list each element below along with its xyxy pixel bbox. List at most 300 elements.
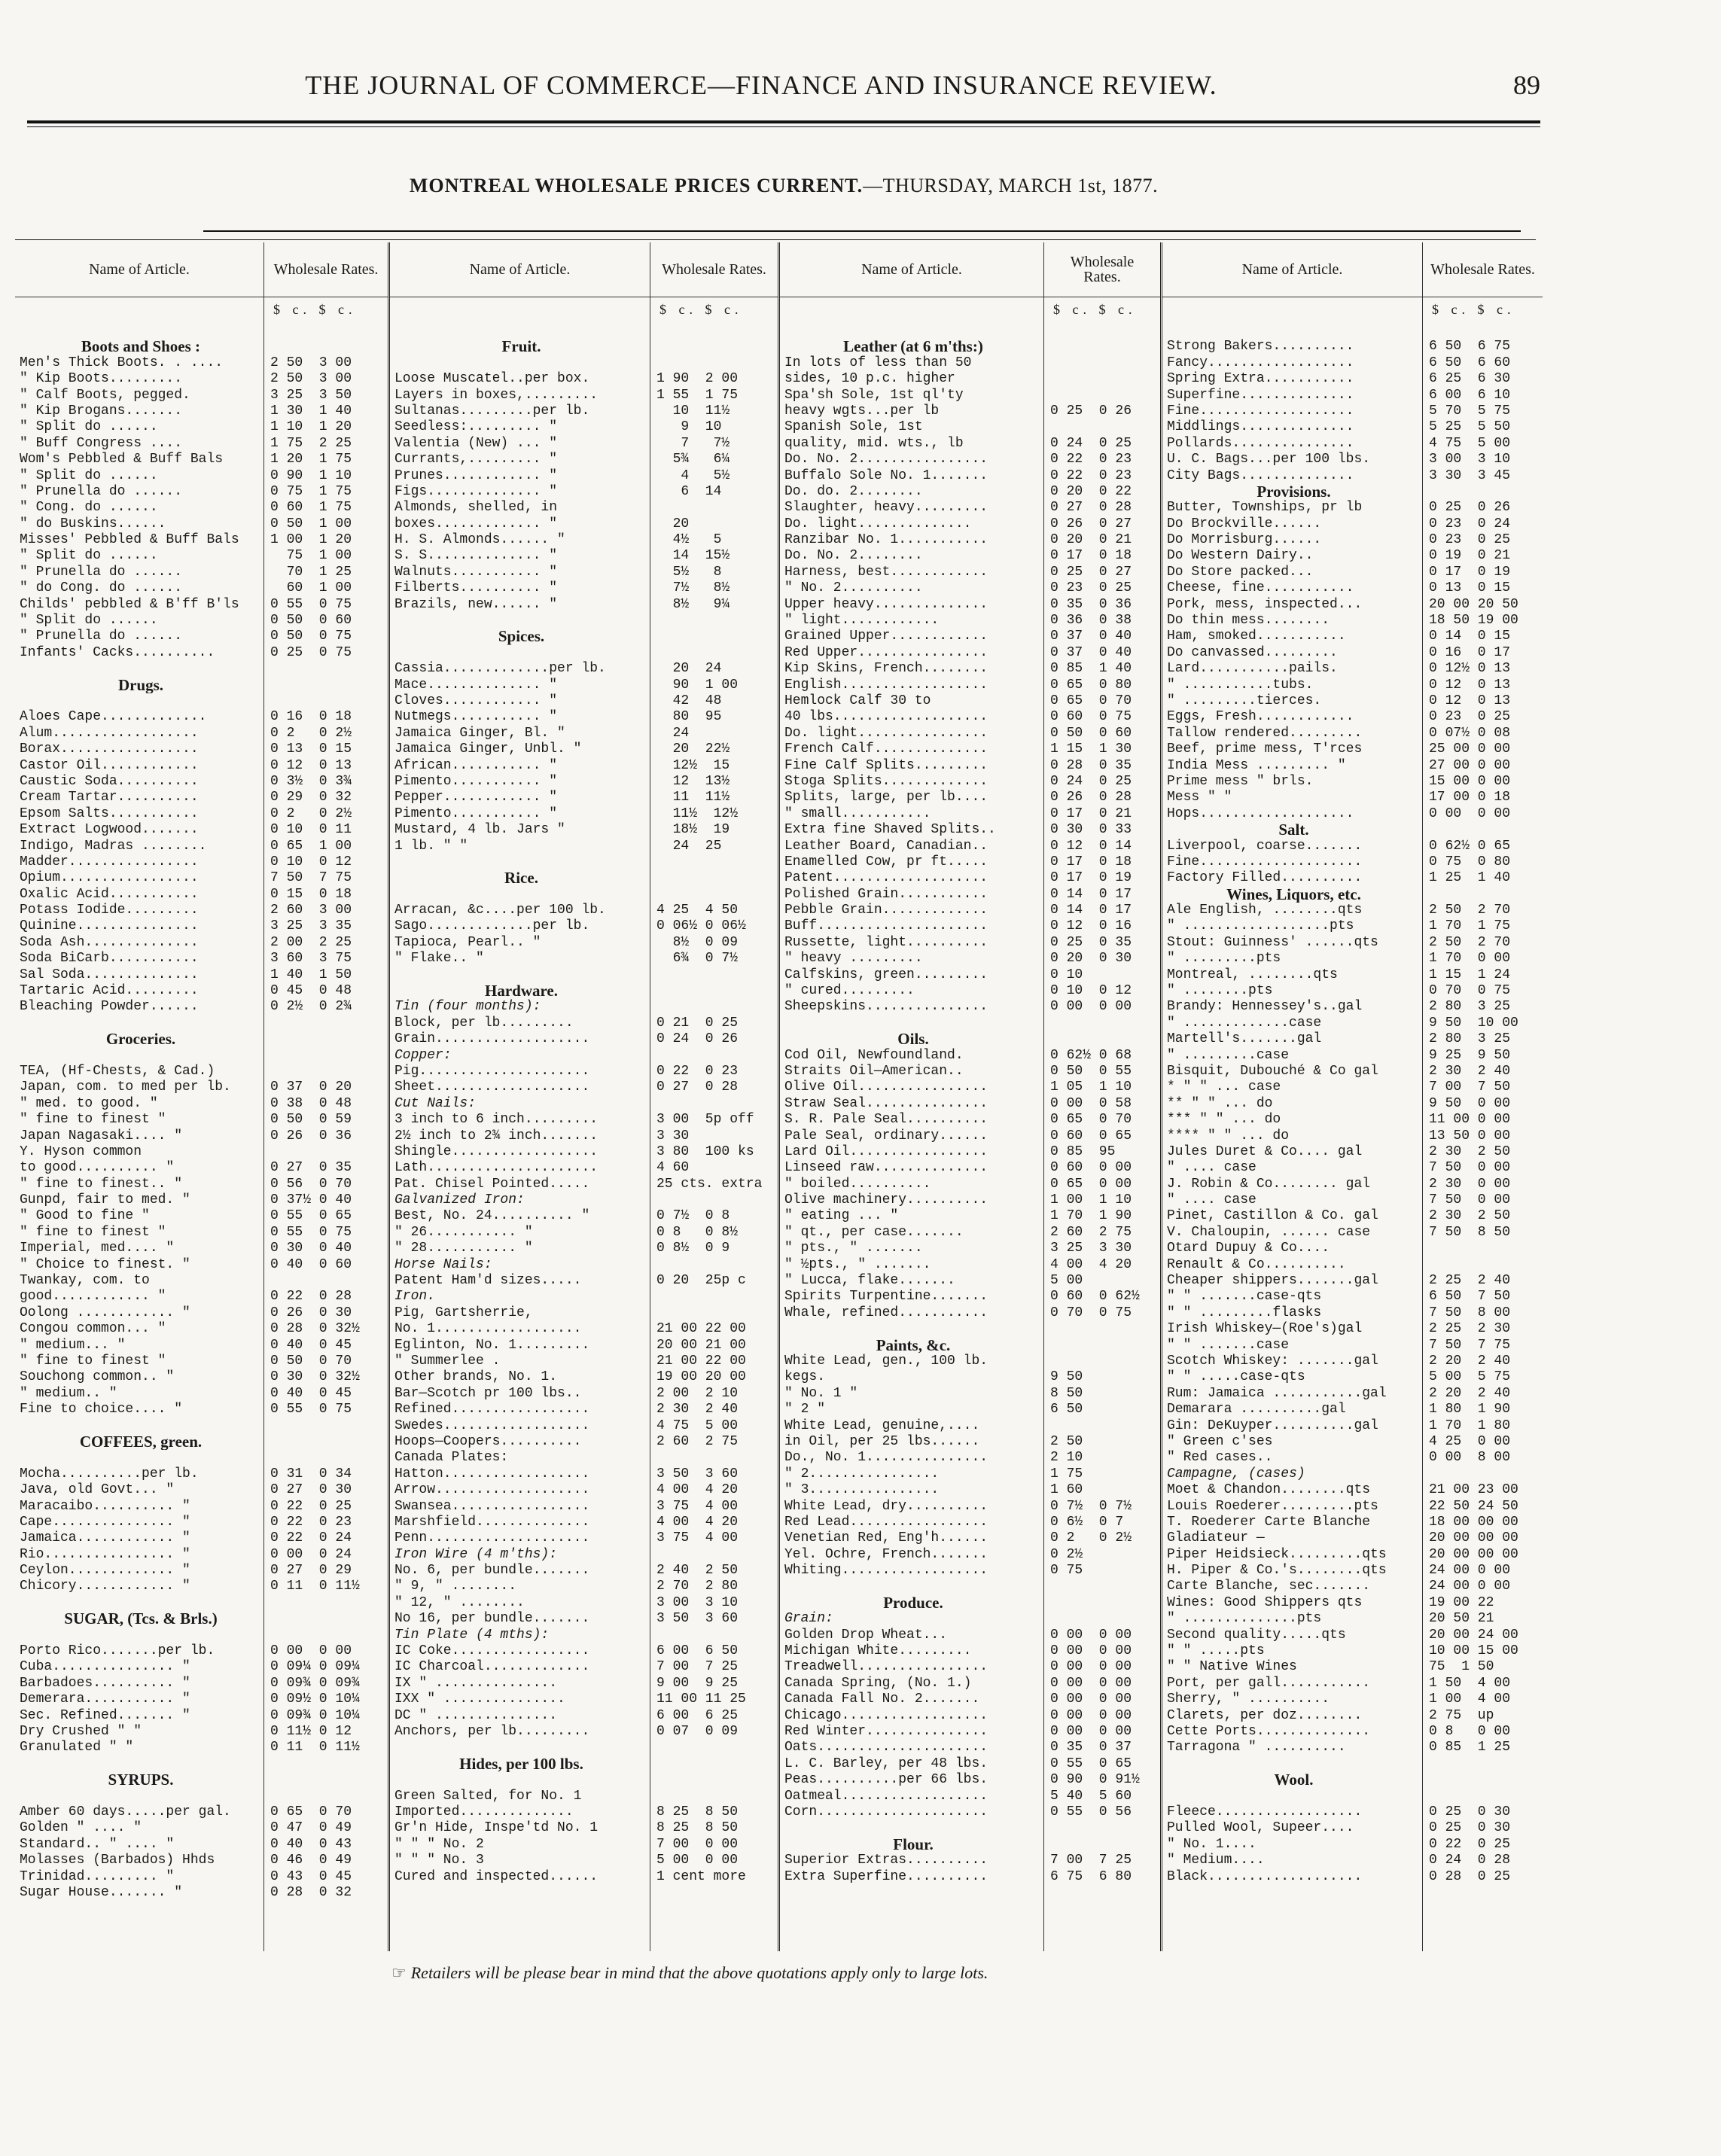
wholesale-rate bbox=[264, 1611, 270, 1627]
article-row bbox=[390, 999, 650, 1015]
article-name: V. Chaloupin, ...... case bbox=[1167, 1224, 1371, 1240]
article-name: Jules Duret & Co.... gal bbox=[1167, 1143, 1363, 1159]
article-row bbox=[780, 1064, 1043, 1080]
rate-row bbox=[650, 323, 778, 339]
article-name: Amber 60 days.....per gal. bbox=[20, 1804, 231, 1820]
wholesale-rate: 0 12 0 14 bbox=[1050, 838, 1132, 854]
article-name: Y. Hyson common bbox=[20, 1143, 142, 1159]
article-name: Cod Oil, Newfoundland. bbox=[784, 1047, 964, 1063]
article-name: Do Store packed... bbox=[1167, 564, 1314, 580]
article-row bbox=[1162, 1338, 1422, 1354]
article-row bbox=[1162, 1192, 1422, 1208]
rate-row bbox=[264, 1547, 388, 1563]
article-row bbox=[15, 629, 263, 644]
article-row bbox=[390, 1241, 650, 1256]
article-name: " " " No. 2 bbox=[394, 1836, 484, 1852]
section-heading bbox=[780, 1338, 1043, 1354]
article-row bbox=[390, 1144, 650, 1160]
wholesale-rate: 3 00 5p off bbox=[656, 1112, 754, 1128]
section-heading bbox=[15, 678, 263, 693]
rate-row bbox=[1423, 1289, 1543, 1305]
rate-row bbox=[650, 1289, 778, 1305]
rate-row bbox=[1423, 1434, 1543, 1450]
wholesale-rate: 0 00 0 00 bbox=[1050, 1707, 1132, 1723]
article-name: Do canvassed......... bbox=[1167, 644, 1338, 660]
rate-row bbox=[264, 822, 388, 838]
article-row bbox=[15, 1740, 263, 1756]
wholesale-rate: 0 17 0 18 bbox=[1050, 854, 1132, 869]
article-name: " cured......... bbox=[784, 983, 915, 999]
article-name: " Prunella do ...... bbox=[20, 483, 183, 499]
article-row bbox=[1162, 1450, 1422, 1466]
rate-row bbox=[1044, 918, 1160, 934]
rate-row bbox=[1044, 468, 1160, 484]
rate-row bbox=[650, 967, 778, 983]
article-row bbox=[780, 1048, 1043, 1064]
rate-row bbox=[1423, 726, 1543, 742]
wholesale-rate: 0 28 0 32½ bbox=[270, 1321, 360, 1337]
name-subheader-spacer bbox=[390, 297, 650, 323]
article-name: Pollards............... bbox=[1167, 435, 1354, 451]
wholesale-rate: 7 50 7 75 bbox=[270, 870, 352, 886]
wholesale-rate bbox=[650, 983, 656, 999]
rate-row bbox=[264, 1418, 388, 1434]
wholesale-rate: 0 85 1 40 bbox=[1050, 661, 1132, 677]
rate-row bbox=[650, 1080, 778, 1095]
wholesale-rate: 17 00 0 18 bbox=[1429, 790, 1511, 805]
wholesale-rate: 0 65 0 70 bbox=[270, 1804, 352, 1820]
article-name: Sal Soda.............. bbox=[20, 967, 199, 982]
article-row bbox=[390, 371, 650, 387]
rate-row bbox=[264, 645, 388, 661]
rate-row bbox=[264, 580, 388, 596]
article-row bbox=[780, 726, 1043, 742]
wholesale-rate: 2 80 3 25 bbox=[1429, 1031, 1511, 1047]
rate-row bbox=[264, 548, 388, 564]
rate-row bbox=[650, 1402, 778, 1418]
article-name bbox=[390, 967, 648, 983]
wholesale-rate: 0 12 0 13 bbox=[1429, 677, 1511, 693]
article-name: Polished Grain........... bbox=[784, 886, 988, 902]
article-row bbox=[15, 1466, 263, 1482]
wholesale-rate: 24 00 0 00 bbox=[1429, 1579, 1511, 1594]
article-name: Sugar House....... " bbox=[20, 1884, 183, 1900]
section-heading bbox=[15, 339, 263, 355]
article-name: Oatmeal.................. bbox=[784, 1788, 988, 1804]
wholesale-rate bbox=[1044, 1579, 1050, 1594]
article-row bbox=[780, 1354, 1043, 1369]
article-name: Granulated " " bbox=[20, 1740, 134, 1756]
rate-row bbox=[264, 419, 388, 435]
rate-row bbox=[650, 1789, 778, 1804]
rate-row bbox=[650, 339, 778, 355]
article-name: kegs. bbox=[784, 1369, 826, 1385]
article-name-column bbox=[15, 242, 264, 1951]
article-name: Wom's Pebbled & Buff Bals bbox=[20, 452, 224, 467]
article-name: Refined................. bbox=[394, 1402, 590, 1418]
article-row bbox=[1162, 1048, 1422, 1064]
article-name: Tallow rendered......... bbox=[1167, 725, 1363, 741]
rate-row bbox=[1044, 452, 1160, 467]
wholesale-rate: 11 00 11 25 bbox=[656, 1692, 746, 1707]
article-name: Cheaper shippers.......gal bbox=[1167, 1273, 1378, 1289]
wholesale-rate: 2 75 up bbox=[1429, 1707, 1494, 1723]
wholesale-rate: 7 50 8 50 bbox=[1429, 1224, 1511, 1240]
article-row bbox=[780, 1402, 1043, 1418]
article-name: Mess " " bbox=[1167, 790, 1232, 805]
wholesale-rate: 0 60 0 00 bbox=[1050, 1160, 1132, 1176]
rate-row bbox=[1044, 1595, 1160, 1611]
wholesale-rate: 0 70 0 75 bbox=[1429, 983, 1511, 999]
rate-row bbox=[650, 1708, 778, 1724]
article-name: Shingle.................. bbox=[394, 1143, 599, 1159]
article-row bbox=[780, 790, 1043, 805]
wholesale-rate: 0 27 0 28 bbox=[656, 1080, 739, 1095]
wholesale-rate: 1 20 1 75 bbox=[270, 452, 352, 467]
wholesale-rate: 0 17 0 19 bbox=[1050, 870, 1132, 886]
article-name: " Green c'ses bbox=[1167, 1433, 1273, 1449]
article-row bbox=[1162, 1482, 1422, 1498]
article-row bbox=[390, 1289, 650, 1305]
article-row bbox=[390, 1595, 650, 1611]
wholesale-rate: 0 27 0 35 bbox=[270, 1160, 352, 1176]
article-name: India Mess ......... " bbox=[1167, 757, 1346, 773]
wholesale-rate: 2 30 2 50 bbox=[1429, 1143, 1511, 1159]
wholesale-rate bbox=[650, 887, 656, 903]
rate-row bbox=[1423, 806, 1543, 822]
article-row bbox=[15, 532, 263, 548]
rate-row bbox=[1423, 758, 1543, 774]
article-name: Galvanized Iron: bbox=[394, 1192, 525, 1208]
article-name: Maracaibo.......... " bbox=[20, 1498, 190, 1514]
wholesale-rate: 2 50 2 70 bbox=[1429, 934, 1511, 950]
rate-row bbox=[264, 1031, 388, 1047]
rate-row bbox=[264, 1756, 388, 1772]
section-heading bbox=[780, 339, 1043, 355]
article-row bbox=[390, 1386, 650, 1402]
wholesale-rate bbox=[264, 1756, 270, 1772]
article-name: Calfskins, green......... bbox=[784, 967, 988, 982]
article-row bbox=[15, 1128, 263, 1144]
article-row bbox=[15, 951, 263, 967]
article-row bbox=[390, 854, 650, 870]
wholesale-rate: 0 06½ 0 06½ bbox=[656, 918, 746, 934]
article-name: " Prunella do ...... bbox=[20, 629, 183, 644]
rate-row bbox=[264, 854, 388, 870]
wholesale-rate: 8 25 8 50 bbox=[656, 1820, 739, 1836]
wholesale-rate: 0 55 0 75 bbox=[270, 1402, 352, 1418]
wholesale-rate bbox=[264, 1016, 270, 1031]
article-name: Chicago.................. bbox=[784, 1707, 988, 1723]
article-row bbox=[1162, 516, 1422, 532]
wholesale-rate: 20 00 20 50 bbox=[1429, 596, 1518, 612]
rate-row bbox=[650, 1160, 778, 1176]
article-row bbox=[15, 1418, 263, 1434]
article-name: " light............ bbox=[784, 613, 940, 629]
article-row bbox=[15, 1482, 263, 1498]
article-name: Mustard, 4 lb. Jars " bbox=[394, 822, 565, 838]
article-name: Caustic Soda.......... bbox=[20, 773, 199, 789]
rate-row bbox=[264, 1144, 388, 1160]
wholesale-rate: 0 62½ 0 65 bbox=[1429, 838, 1511, 854]
headline-rule bbox=[203, 230, 1521, 232]
article-row bbox=[1162, 1659, 1422, 1675]
rate-row bbox=[1044, 419, 1160, 435]
article-row bbox=[1162, 1418, 1422, 1434]
wholesale-rate: 9 00 9 25 bbox=[656, 1675, 739, 1691]
article-name: Tarragona " .......... bbox=[1167, 1740, 1346, 1756]
wholesale-rate: 0 16 0 18 bbox=[270, 709, 352, 725]
article-row bbox=[780, 1080, 1043, 1095]
rate-row bbox=[650, 597, 778, 613]
article-name: Chicory............ " bbox=[20, 1579, 190, 1594]
article-row bbox=[1162, 870, 1422, 886]
wholesale-rate bbox=[264, 693, 270, 709]
wholesale-rate: 10 11½ bbox=[656, 403, 730, 419]
article-row bbox=[1162, 693, 1422, 709]
article-row bbox=[780, 1820, 1043, 1836]
article-name: Gin: DeKuyper..........gal bbox=[1167, 1418, 1378, 1433]
article-name: 3 inch to 6 inch......... bbox=[394, 1112, 599, 1128]
rate-row bbox=[1423, 1241, 1543, 1256]
wholesale-rate bbox=[1044, 355, 1050, 371]
rate-row bbox=[1423, 371, 1543, 387]
rate-row bbox=[1044, 1289, 1160, 1305]
wholesale-rate: 20 00 00 00 bbox=[1429, 1530, 1518, 1546]
rate-row bbox=[1423, 436, 1543, 452]
article-name: Java, old Govt... " bbox=[20, 1482, 175, 1498]
rate-row bbox=[1044, 1144, 1160, 1160]
rate-row bbox=[264, 484, 388, 500]
article-row bbox=[15, 1386, 263, 1402]
rate-row bbox=[1044, 1128, 1160, 1144]
wholesale-rate: 4½ 5 bbox=[656, 532, 722, 548]
article-row bbox=[390, 1257, 650, 1273]
article-name: Beef, prime mess, T'rces bbox=[1167, 742, 1363, 757]
rate-row bbox=[1423, 1321, 1543, 1337]
wholesale-rate: 22 50 24 50 bbox=[1429, 1498, 1518, 1514]
wholesale-rate: 0 26 0 27 bbox=[1050, 516, 1132, 531]
article-name: Fine.................... bbox=[1167, 854, 1363, 869]
article-row bbox=[15, 436, 263, 452]
footer-note-text: Retailers will be please bear in mind that the above quotations apply only to large lots. bbox=[410, 1963, 988, 1982]
wholesale-rate: 0 27 0 28 bbox=[1050, 500, 1132, 516]
rate-row bbox=[1423, 983, 1543, 999]
article-name bbox=[15, 661, 262, 677]
rate-row bbox=[650, 1434, 778, 1450]
rate-row bbox=[1044, 629, 1160, 644]
article-name: " .........case bbox=[1167, 1047, 1290, 1063]
article-name: Otard Dupuy & Co.... bbox=[1167, 1241, 1330, 1256]
article-row bbox=[390, 452, 650, 467]
article-name bbox=[390, 355, 648, 371]
article-row bbox=[780, 1482, 1043, 1498]
wholesale-rate: 20 bbox=[656, 516, 690, 531]
article-name: 2½ inch to 2¾ inch....... bbox=[394, 1128, 599, 1143]
wholesale-rate: 0 23 0 25 bbox=[1429, 532, 1511, 548]
article-name bbox=[390, 887, 648, 903]
article-row bbox=[1162, 1708, 1422, 1724]
article-row bbox=[1162, 597, 1422, 613]
article-name-column bbox=[1162, 242, 1423, 1951]
article-row bbox=[15, 1820, 263, 1836]
article-name: " do Buskins...... bbox=[20, 516, 166, 531]
article-row bbox=[390, 822, 650, 838]
article-name: White Lead, dry.......... bbox=[784, 1498, 988, 1514]
rate-row bbox=[264, 1724, 388, 1740]
article-row bbox=[1162, 1257, 1422, 1273]
rate-row bbox=[1423, 339, 1543, 355]
article-row bbox=[15, 1676, 263, 1692]
rate-row bbox=[1423, 870, 1543, 886]
wholesale-rate: 0 25 0 26 bbox=[1050, 403, 1132, 419]
rate-row bbox=[1423, 1708, 1543, 1724]
rate-row bbox=[650, 854, 778, 870]
wholesale-rate: 4 25 4 50 bbox=[656, 903, 739, 918]
wholesale-rates-header: Wholesale Rates. bbox=[264, 242, 388, 297]
wholesale-rate: 0 25 0 30 bbox=[1429, 1804, 1511, 1820]
wholesale-rate: 0 15 0 18 bbox=[270, 886, 352, 902]
rate-row bbox=[1044, 580, 1160, 596]
article-row bbox=[1162, 774, 1422, 790]
wholesale-rate: 6 50 bbox=[1050, 1402, 1083, 1418]
article-name: Fine Calf Splits......... bbox=[784, 757, 988, 773]
article-name: Green Salted, for No. 1 bbox=[394, 1788, 582, 1804]
article-row bbox=[780, 678, 1043, 693]
article-name: *** " " ... do bbox=[1167, 1112, 1281, 1128]
article-row bbox=[1162, 1530, 1422, 1546]
article-name: Stoga Splits............. bbox=[784, 773, 988, 789]
rate-row bbox=[1423, 1740, 1543, 1756]
rate-row bbox=[264, 903, 388, 918]
article-name: Ceylon............. " bbox=[20, 1563, 190, 1579]
wholesale-rate: 9 50 0 00 bbox=[1429, 1095, 1511, 1111]
article-name: Arrow................... bbox=[394, 1482, 590, 1498]
rate-row bbox=[264, 1869, 388, 1885]
article-name: Cette Ports.............. bbox=[1167, 1723, 1371, 1739]
wholesale-rate: 2 30 2 40 bbox=[656, 1402, 739, 1418]
wholesale-rate: 5 00 0 00 bbox=[656, 1853, 739, 1868]
article-name: Brandy: Hennessey's..gal bbox=[1167, 999, 1363, 1015]
rate-row bbox=[1423, 500, 1543, 516]
rate-row bbox=[650, 1225, 778, 1241]
name-subheader-spacer bbox=[15, 297, 263, 323]
wholesale-rate bbox=[650, 1547, 656, 1563]
rate-row bbox=[1044, 1354, 1160, 1369]
rate-row bbox=[650, 887, 778, 903]
header-rule-thin bbox=[27, 126, 1540, 127]
wholesale-rate: 5 00 5 75 bbox=[1429, 1369, 1511, 1385]
article-name: City Bags.............. bbox=[1167, 467, 1354, 483]
rate-row bbox=[264, 935, 388, 951]
rate-row bbox=[1423, 822, 1543, 838]
article-name: Misses' Pebbled & Buff Bals bbox=[20, 532, 239, 548]
article-row bbox=[780, 1708, 1043, 1724]
article-row bbox=[15, 854, 263, 870]
article-row bbox=[390, 323, 650, 339]
rate-row bbox=[1044, 339, 1160, 355]
rate-row bbox=[264, 1628, 388, 1643]
article-row bbox=[15, 661, 263, 677]
article-row bbox=[1162, 1031, 1422, 1047]
rate-row bbox=[1044, 565, 1160, 580]
rate-row bbox=[1044, 388, 1160, 403]
wholesale-rate bbox=[650, 1772, 656, 1788]
article-row bbox=[1162, 967, 1422, 983]
wholesale-rate: 12 13½ bbox=[656, 773, 730, 789]
article-name: Potass Iodide......... bbox=[20, 903, 199, 918]
article-row bbox=[1162, 1595, 1422, 1611]
rate-row bbox=[650, 1547, 778, 1563]
article-row bbox=[390, 887, 650, 903]
rate-row bbox=[1044, 1112, 1160, 1128]
rate-row bbox=[1044, 1692, 1160, 1707]
wholesale-rate bbox=[1423, 1772, 1429, 1788]
article-name: " " .....case-qts bbox=[1167, 1369, 1305, 1385]
wholesale-rate: 0 22 0 24 bbox=[270, 1530, 352, 1546]
article-name: " .........pts bbox=[1167, 951, 1281, 967]
wholesale-rate bbox=[650, 645, 656, 661]
section-heading bbox=[1162, 484, 1422, 500]
article-row bbox=[780, 565, 1043, 580]
section-heading bbox=[390, 629, 650, 644]
wholesale-rate: 1 70 1 75 bbox=[1429, 918, 1511, 934]
rate-row bbox=[650, 1515, 778, 1530]
wholesale-rate: 24 00 0 00 bbox=[1429, 1563, 1511, 1579]
rate-row bbox=[1044, 1369, 1160, 1385]
wholesale-rate: 0 28 0 32 bbox=[270, 1884, 352, 1900]
wholesale-rate: 1 75 bbox=[1050, 1466, 1083, 1481]
article-row bbox=[390, 774, 650, 790]
wholesale-rate bbox=[650, 870, 656, 886]
wholesale-rate bbox=[650, 1789, 656, 1804]
article-name: " ...........tubs. bbox=[1167, 677, 1314, 693]
wholesale-rate: 0 40 0 45 bbox=[270, 1385, 352, 1401]
rate-row bbox=[264, 758, 388, 774]
rate-row bbox=[1423, 935, 1543, 951]
article-name: Indigo, Madras ........ bbox=[20, 838, 207, 854]
wholesale-rate: 6 75 6 80 bbox=[1050, 1868, 1132, 1884]
section-title: Wines, Liquors, etc. bbox=[1226, 886, 1361, 903]
rate-row bbox=[1423, 999, 1543, 1015]
article-name bbox=[1162, 1756, 1421, 1772]
rate-row bbox=[1423, 918, 1543, 934]
rate-row bbox=[1044, 709, 1160, 725]
rate-row bbox=[264, 1643, 388, 1659]
rate-row bbox=[264, 1740, 388, 1756]
rate-row bbox=[264, 742, 388, 757]
rate-row bbox=[1044, 1853, 1160, 1868]
wholesale-rate: 0 8½ 0 9 bbox=[656, 1241, 730, 1256]
article-name: " 2 " bbox=[784, 1402, 826, 1418]
article-name bbox=[15, 1016, 262, 1031]
rate-row bbox=[264, 1321, 388, 1337]
wholesale-rate: 0 22 0 28 bbox=[270, 1289, 352, 1305]
wholesale-rate: 4 25 0 00 bbox=[1429, 1433, 1511, 1449]
rate-row bbox=[264, 1305, 388, 1321]
wholesale-rate: 0 23 0 25 bbox=[1050, 580, 1132, 596]
wholesale-rate: 2 60 3 00 bbox=[270, 903, 352, 918]
wholesale-rate: 19 00 22 bbox=[1429, 1594, 1494, 1610]
wholesale-rate bbox=[1044, 1820, 1050, 1836]
rate-row bbox=[650, 1482, 778, 1498]
wholesale-rate bbox=[650, 1192, 656, 1208]
article-name: " " " No. 3 bbox=[394, 1853, 484, 1868]
rate-row bbox=[264, 661, 388, 677]
article-row bbox=[780, 918, 1043, 934]
rate-row bbox=[264, 999, 388, 1015]
article-row bbox=[780, 516, 1043, 532]
